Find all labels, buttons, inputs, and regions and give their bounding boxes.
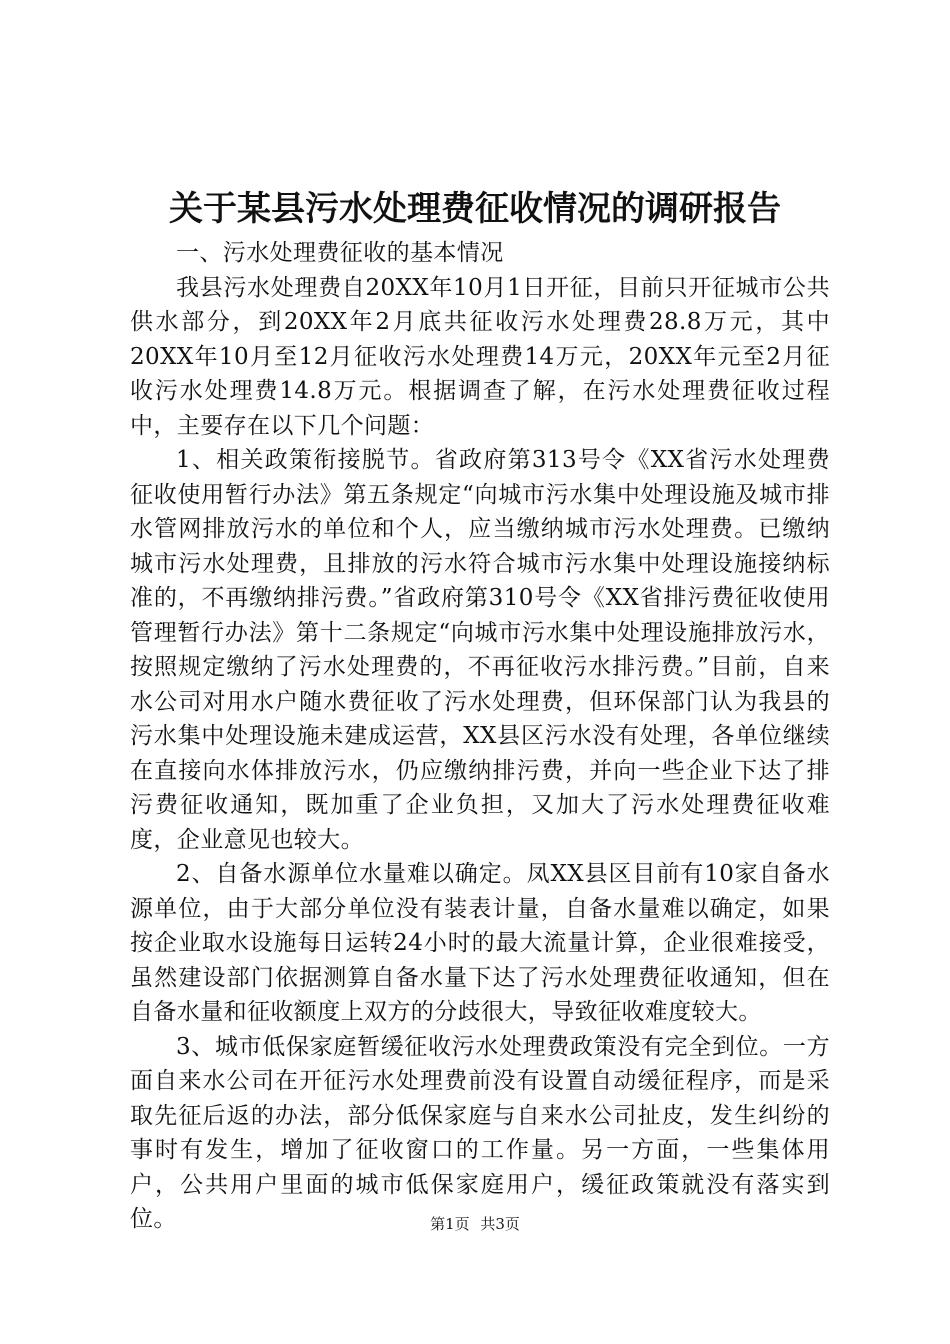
document-body <box>130 236 830 1237</box>
page-number: 第1页 <box>430 1215 470 1233</box>
paragraph-issue-1: 1、相关政策衔接脱节。省政府第313号令《XX省污水处理费征收使用暂行办法》第五条规定“向城市污水集中处理设施及城市排水管网排放污水的单位和个人，应当缴纳城市污水处理费。已缴纳城市污水处理费，且排放的污水符合城市污水集中处理设施接纳标准的，不再缴纳排污费。”省政府第310号令《XX省排污费征收使用管理暂行办法》第十二条规定“向城市污水集中处理设施排放污水，按照规定缴纳了污水处理费的，不再征收污水排污费。”目前，自来水公司对用水户随水费征收了污水处理费，但环保部门认为我县的污水集中处理设施未建成运营，XX县区污水没有处理，各单位继续在直接向水体排放污水，仍应缴纳排污费，并向一些企业下达了排污费征收通知，既加重了企业负担，又加大了污水处理费征收难度，企业意见也较大。 <box>130 447 830 853</box>
section-heading: 一、污水处理费征收的基本情况 <box>176 240 504 266</box>
paragraph-overview: 我县污水处理费自20XX年10月1日开征，目前只开征城市公共供水部分，到20XX年2月底共征收污水处理费28.8万元，其中20XX年10月至12月征收污水处理费14万元，20XX年元至2月征收污水处理费14.8万元。根据调查了解，在污水处理费征收过程中，主要存在以下几个问题： <box>130 274 830 439</box>
page-total: 共3页 <box>480 1215 520 1233</box>
paragraph-issue-3: 3、城市低保家庭暂缓征收污水处理费政策没有完全到位。一方面自来水公司在开征污水处理费前没有设置自动缓征程序，而是采取先征后返的办法，部分低保家庭与自来水公司扯皮，发生纠纷的事时有发生，增加了征收窗口的工作量。另一方面，一些集体用户，公共用户里面的城市低保家庭用户，缓征政策就没有落实到位。 <box>130 1033 830 1232</box>
document-title: 关于某县污水处理费征收情况的调研报告 <box>169 189 781 229</box>
paragraph-issue-2: 2、自备水源单位水量难以确定。凤XX县区目前有10家自备水源单位，由于大部分单位没有装表计量，自备水量难以确定，如果按企业取水设施每日运转24小时的最大流量计算，企业很难接受，虽然建设部门依据测算自备水量下达了污水处理费征收通知，但在自备水量和征收额度上双方的分歧很大，导致征收难度较大。 <box>130 861 830 1025</box>
page-footer <box>0 1212 950 1236</box>
